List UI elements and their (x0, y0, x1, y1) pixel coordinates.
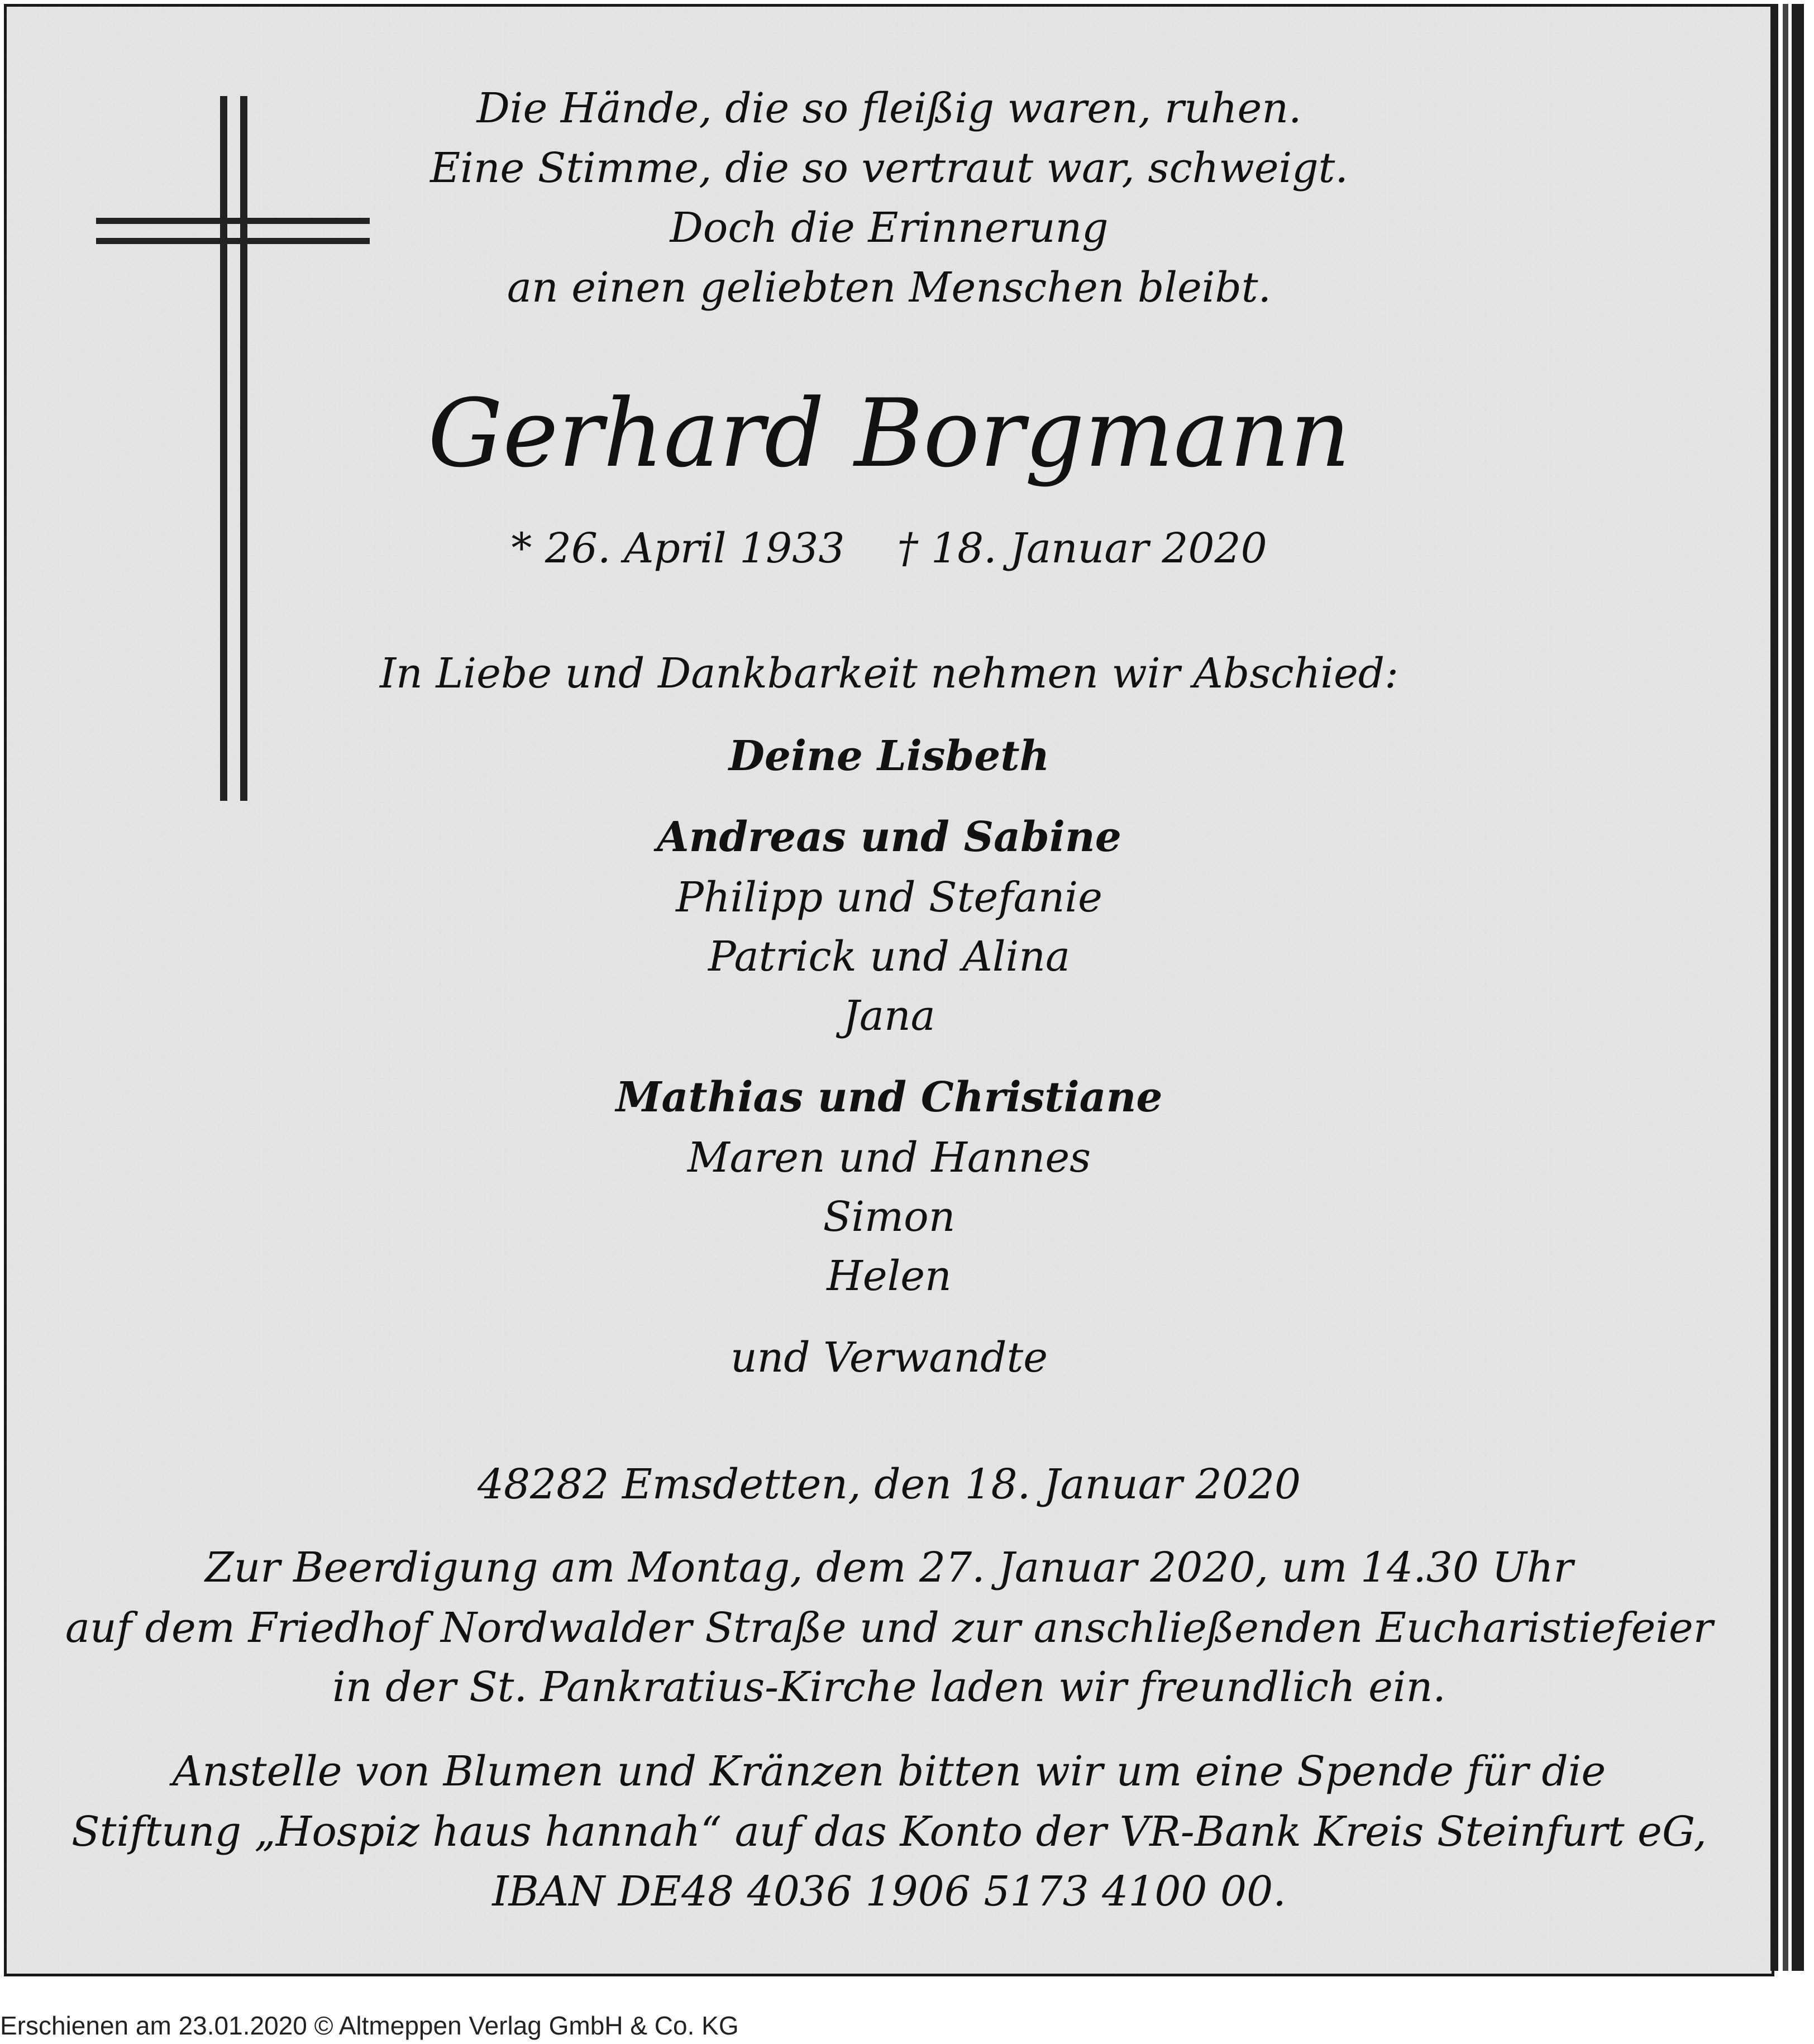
obituary-notice (4, 4, 1774, 1976)
deceased-name: Gerhard Borgmann (428, 379, 1350, 488)
poem-line: Doch die Erinnerung (670, 204, 1109, 252)
border-stripe (1783, 4, 1788, 1971)
mourner-spouse: Deine Lisbeth (728, 732, 1050, 780)
mourner-family-head: Mathias und Christiane (615, 1073, 1163, 1121)
mourner-family-member: Helen (827, 1252, 952, 1300)
farewell-intro: In Liebe und Dankbarkeit nehmen wir Abschied: (379, 650, 1399, 698)
border-stripe (1792, 4, 1804, 1971)
funeral-info-line: Zur Beerdigung am Montag, dem 27. Januar 2020, um 14.30 Uhr (205, 1544, 1573, 1592)
mourner-family-member: Simon (823, 1193, 956, 1241)
poem-line: Eine Stimme, die so vertraut war, schweigt. (430, 144, 1348, 192)
publication-footer: Erschienen am 23.01.2020 © Altmeppen Verlag GmbH & Co. KG (0, 2011, 739, 2040)
mourner-family-member: Maren und Hannes (687, 1134, 1091, 1182)
donation-info-line: IBAN DE48 4036 1906 5173 4100 00. (492, 1868, 1286, 1916)
mourner-family-member: Philipp und Stefanie (676, 873, 1102, 921)
funeral-info-line: auf dem Friedhof Nordwalder Straße und zur anschließenden Eucharistiefeier (65, 1604, 1713, 1652)
border-stripe (1770, 4, 1778, 1971)
donation-info-line: Anstelle von Blumen und Kränzen bitten wir um eine Spende für die (172, 1747, 1606, 1795)
donation-info-line: Stiftung „Hospiz haus hannah“ auf das Konto der VR-Bank Kreis Steinfurt eG, (71, 1808, 1707, 1856)
mourner-family-head: Andreas und Sabine (657, 813, 1121, 861)
mourner-family-member: Jana (843, 992, 935, 1040)
funeral-info-line: in der St. Pankratius-Kirche laden wir freundlich ein. (332, 1663, 1446, 1711)
life-dates: * 26. April 1933 † 18. Januar 2020 (511, 524, 1267, 572)
poem-line: an einen geliebten Menschen bleibt. (507, 264, 1272, 312)
mourner-family-member: Patrick und Alina (708, 933, 1070, 981)
poem-line: Die Hände, die so fleißig waren, ruhen. (476, 84, 1302, 132)
mourner-relatives: und Verwandte (730, 1334, 1048, 1382)
place-date: 48282 Emsdetten, den 18. Januar 2020 (477, 1460, 1301, 1508)
